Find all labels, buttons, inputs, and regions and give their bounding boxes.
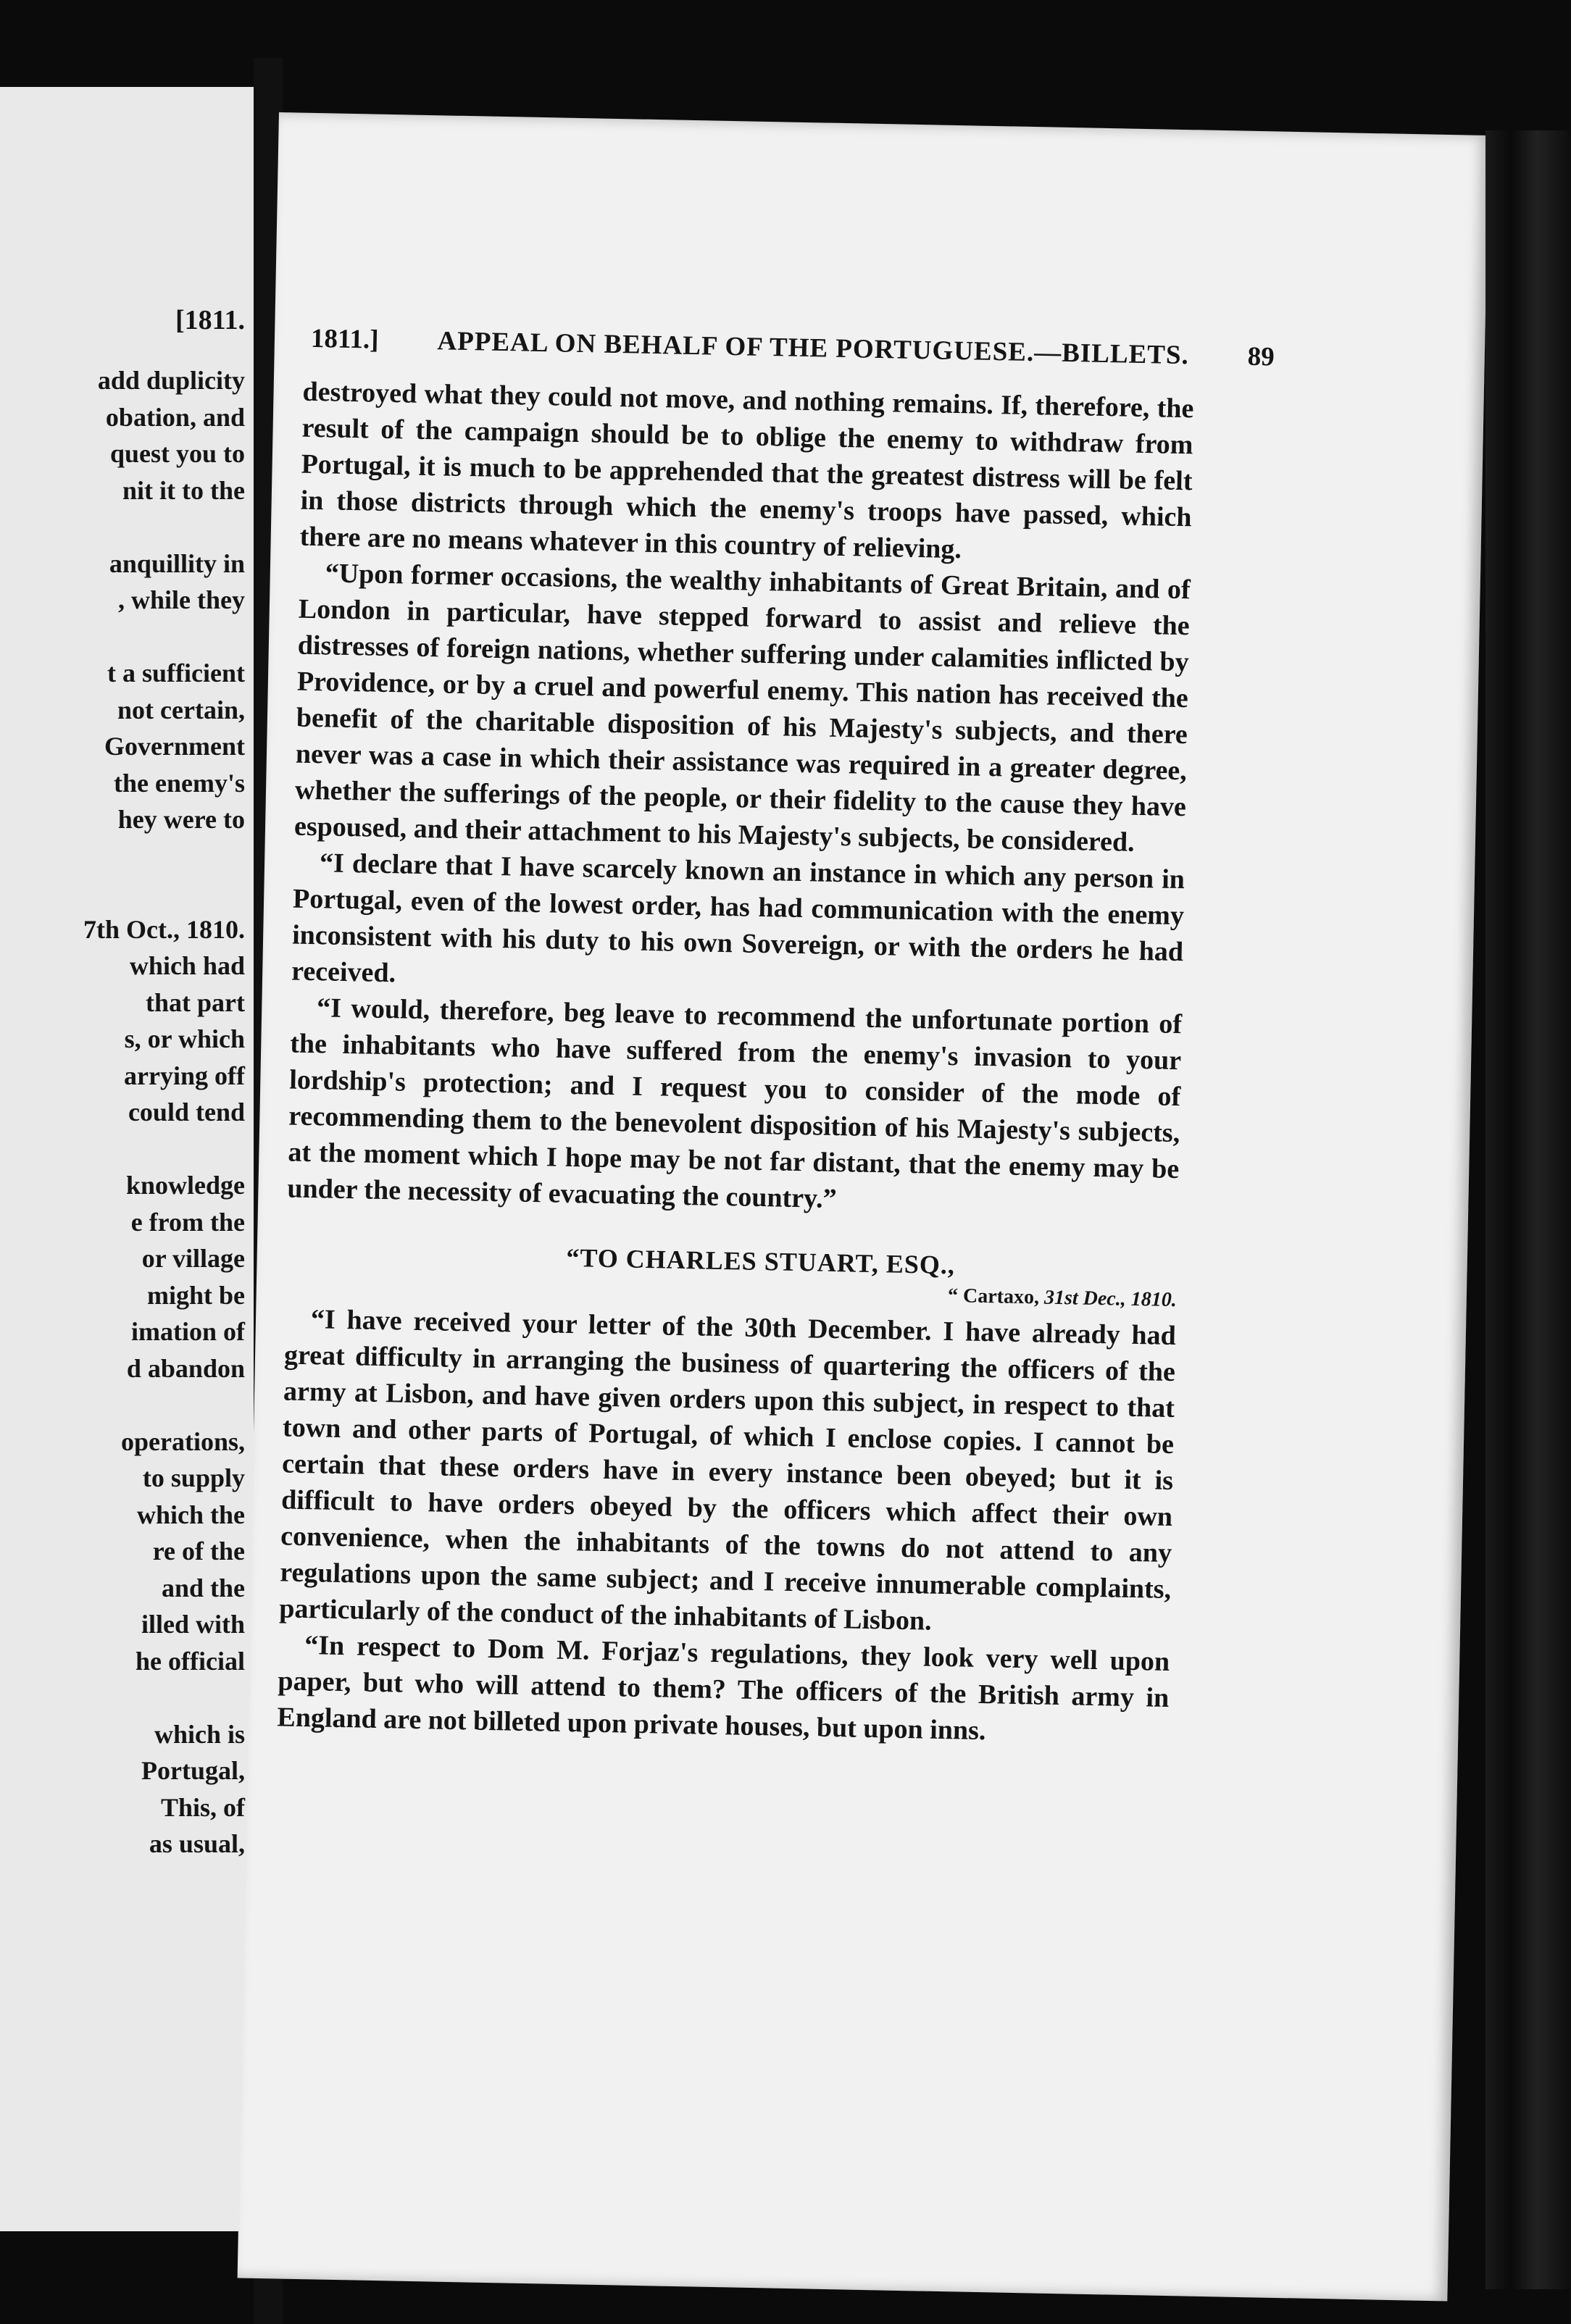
left-page-line: which had	[129, 951, 245, 980]
left-page-line	[83, 619, 245, 656]
left-page-line: quest you to	[109, 439, 245, 468]
dateline-date: 31st Dec., 1810.	[1043, 1286, 1178, 1312]
left-page-header: [1811.	[175, 305, 245, 335]
left-page-line: nit it to the	[122, 475, 245, 505]
paragraph: “I would, therefore, beg leave to recommend the unfortunate portion of the inhabitants who have suffered from the enemy's invasion to your lordship's protection; and I request you to consider of the mode of recommending them to the benevolent disposition of his Majesty's subjects, at the moment which I hope may be not far distant, that the enemy may be under the necessity of evacuating the country.”	[287, 992, 1183, 1215]
left-page-line	[83, 509, 245, 546]
left-page-line: might be	[147, 1280, 245, 1310]
left-page-line	[83, 1679, 245, 1716]
left-page-line: obation, and	[105, 402, 245, 432]
left-page-line: he official	[136, 1646, 245, 1676]
running-head	[311, 323, 1275, 373]
paragraph: “I declare that I have scarcely known an instance in which any person in Portugal, even of the lowest order, has had communication with the enemy inconsistent with his duty to his own Sovereign, or with the orders he had received.	[291, 848, 1185, 989]
left-page-line: to supply	[142, 1463, 245, 1492]
left-page-line: that part	[146, 987, 245, 1017]
left-page-line: This, of	[160, 1792, 245, 1822]
left-page-line: arrying off	[124, 1061, 245, 1090]
left-page-line	[83, 1131, 245, 1168]
left-page-line: the enemy's	[114, 768, 245, 798]
left-page-text	[83, 362, 245, 1863]
left-page-line: knowledge	[125, 1171, 245, 1200]
letter-addressee: “TO CHARLES STUART, ESQ.,	[566, 1242, 956, 1280]
left-page-line: as usual,	[149, 1829, 245, 1858]
left-page-line	[83, 838, 245, 875]
left-page-line: , while they	[118, 585, 245, 614]
left-page-line: Portugal,	[141, 1756, 245, 1785]
right-page	[238, 112, 1489, 2302]
left-page-line: not certain,	[117, 695, 245, 724]
left-page-line: and the	[161, 1573, 245, 1602]
left-page-line: anquillity in	[109, 548, 245, 578]
left-page-line: t a sufficient	[107, 659, 245, 687]
left-page-line: Government	[104, 732, 245, 761]
left-page-line: s, or which	[124, 1024, 245, 1053]
left-page-line: e from the	[130, 1207, 245, 1237]
left-page-line: hey were to	[117, 805, 245, 834]
left-page-line: operations,	[121, 1426, 245, 1456]
left-page-line: illed with	[141, 1610, 245, 1639]
left-page-line: could tend	[128, 1098, 245, 1127]
left-page-line	[83, 874, 245, 911]
paragraph: “Upon former occasions, the wealthy inhabitants of Great Britain, and of London in particular, have stepped forward to assist and relieve the distresses of foreign nations, whether suffering under calamities inflicted by Providence, or by a cruel and powerful enemy. This nation has received the benefit of the charitable disposition of his Majesty's subjects, and there never was a case in which their assistance was required in a greater degree, whether the sufferings of the people, or their fidelity to the cause they have espoused, and their attachment to his Majesty's subjects, be considered.	[293, 558, 1191, 858]
left-page-line: 7th Oct., 1810.	[83, 914, 245, 944]
left-page-line: which is	[154, 1719, 245, 1749]
left-page-line: add duplicity	[97, 366, 245, 395]
running-head-year: 1811.]	[310, 323, 379, 355]
page-edges	[1485, 130, 1571, 2289]
running-head-title: APPEAL ON BEHALF OF THE PORTUGUESE.—BILLETS.	[437, 326, 1190, 371]
page-number: 89	[1247, 341, 1275, 372]
paragraph: destroyed what they could not move, and nothing remains. If, therefore, the result of the campaign should be to oblige the enemy to withdraw from Portugal, it is much to be apprehended that the greatest distress will be felt in those districts through which the enemy's troops have passed, which there are no means whatever in this country of relieving.	[299, 376, 1194, 565]
left-page-line: d abandon	[126, 1353, 245, 1383]
left-page-line	[83, 1387, 245, 1424]
left-page	[0, 87, 258, 2231]
left-page-line: or village	[141, 1244, 245, 1273]
left-page-line: re of the	[152, 1537, 245, 1566]
left-page-line: imation of	[131, 1317, 245, 1346]
paragraph: “In respect to Dom M. Forjaz's regulations, they look very well upon paper, but who will attend to them? The officers of the British army in England are not billeted upon private houses, but upon inns.	[277, 1630, 1170, 1747]
page-body	[277, 374, 1194, 1752]
paragraph: “I have received your letter of the 30th December. I have already had great difficulty in arranging the business of quartering the officers of the army at Lisbon, and have given orders upon this subject, in respect to that town and other parts of Portugal, of which I enclose copies. I cannot be certain that these orders have in every instance been obeyed; but it is difficult to have orders obeyed by the officers which affect their own convenience, when the inhabitants of the towns do not attend to any regulations upon the same subject; and I receive innumerable complaints, particularly of the conduct of the inhabitants of Lisbon.	[278, 1304, 1177, 1637]
left-page-line: which the	[136, 1500, 245, 1529]
dateline-place: “ Cartaxo,	[947, 1284, 1040, 1309]
